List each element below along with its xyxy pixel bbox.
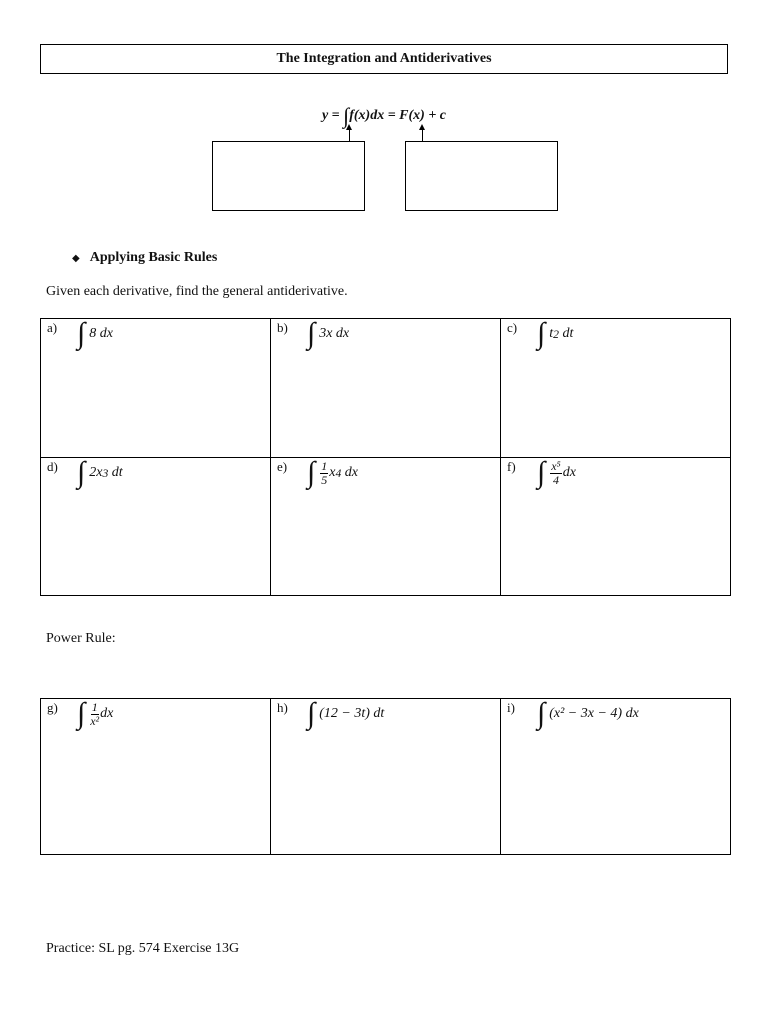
problem-label: f) <box>507 459 516 474</box>
integrand: 8 dx <box>89 326 113 341</box>
formula-integrand: f(x)dx = F(x) + c <box>349 108 447 123</box>
problem-expression <box>307 458 358 488</box>
formula-lhs: y = <box>321 108 344 123</box>
problem-label: d) <box>47 459 58 474</box>
problem-label: e) <box>277 459 288 474</box>
problem-expression <box>77 458 123 488</box>
problem-cell-a[interactable] <box>41 319 271 458</box>
integrand: (12 − 3t) dt <box>319 706 385 721</box>
page-title-text: The Integration and Antiderivatives <box>276 51 492 66</box>
problem-expression <box>77 319 113 349</box>
fraction-denominator: 4 <box>552 472 559 487</box>
problem-cell-i[interactable] <box>501 699 731 855</box>
problem-label: g) <box>47 700 58 715</box>
fraction <box>90 701 99 727</box>
integrand-base: t <box>549 326 554 341</box>
problem-cell-b[interactable] <box>271 319 501 458</box>
problem-cell-e[interactable] <box>271 458 501 596</box>
integrand-answer-box[interactable] <box>212 141 365 211</box>
problem-label: h) <box>277 700 288 715</box>
integrand-differential: dt <box>558 326 574 341</box>
integral-sign-icon: ∫ <box>343 103 350 128</box>
arrow-line <box>349 129 350 141</box>
fraction-denominator: x² <box>90 713 100 728</box>
integral-sign-icon: ∫ <box>307 317 316 350</box>
integrand-differential: dx <box>562 465 576 480</box>
problem-cell-d[interactable] <box>41 458 271 596</box>
problem-label: a) <box>47 320 58 335</box>
integrand-exponent: 3 <box>102 466 109 480</box>
fraction-numerator: x⁵ <box>551 458 561 473</box>
integral-sign-icon: ∫ <box>77 697 86 730</box>
integral-sign-icon: ∫ <box>307 697 316 730</box>
fraction-denominator: 5 <box>321 472 328 487</box>
section-heading <box>72 250 217 266</box>
integral-sign-icon: ∫ <box>77 456 86 489</box>
basic-problems-table <box>40 318 731 596</box>
problem-cell-c[interactable] <box>501 319 731 458</box>
problem-expression <box>307 699 384 729</box>
integrand-differential: dt <box>108 465 123 480</box>
integral-sign-icon: ∫ <box>537 456 546 489</box>
integrand-base: 2x <box>89 465 103 480</box>
diamond-bullet-icon: ◆ <box>72 252 80 264</box>
integrand: (x² − 3x − 4) dx <box>549 706 639 721</box>
fraction-numerator: 1 <box>91 699 98 714</box>
problem-expression <box>77 699 113 729</box>
problem-cell-f[interactable] <box>501 458 731 596</box>
integral-sign-icon: ∫ <box>77 317 86 350</box>
integrand-differential: dx <box>100 706 114 721</box>
integral-sign-icon: ∫ <box>537 697 546 730</box>
integral-sign-icon: ∫ <box>307 456 316 489</box>
page-title <box>40 44 728 74</box>
problem-label: i) <box>507 700 515 715</box>
fraction <box>320 460 328 486</box>
problem-cell-h[interactable] <box>271 699 501 855</box>
fraction-numerator: 1 <box>321 458 328 473</box>
power-rule-label: Power Rule: <box>46 631 116 646</box>
antiderivative-answer-box[interactable] <box>405 141 558 211</box>
integrand-base: x <box>329 465 336 480</box>
fraction <box>550 460 562 486</box>
problem-label: b) <box>277 320 288 335</box>
problem-expression <box>307 319 349 349</box>
integral-formula <box>200 103 568 129</box>
problem-expression <box>537 458 576 488</box>
instruction-text: Given each derivative, find the general antiderivative. <box>46 284 348 299</box>
problem-expression <box>537 319 573 349</box>
integrand-exponent: 2 <box>553 327 559 341</box>
integrand-differential: dx <box>341 465 358 480</box>
integrand-exponent: 4 <box>335 466 342 480</box>
problem-label: c) <box>507 320 518 335</box>
integrand: 3x dx <box>319 326 350 341</box>
section-heading-text: Applying Basic Rules <box>89 250 218 265</box>
arrow-line <box>422 129 423 141</box>
integral-sign-icon: ∫ <box>537 317 546 350</box>
practice-reference: Practice: SL pg. 574 Exercise 13G <box>46 941 240 956</box>
problem-cell-g[interactable] <box>41 699 271 855</box>
power-problems-table <box>40 698 731 855</box>
problem-expression <box>537 699 639 729</box>
